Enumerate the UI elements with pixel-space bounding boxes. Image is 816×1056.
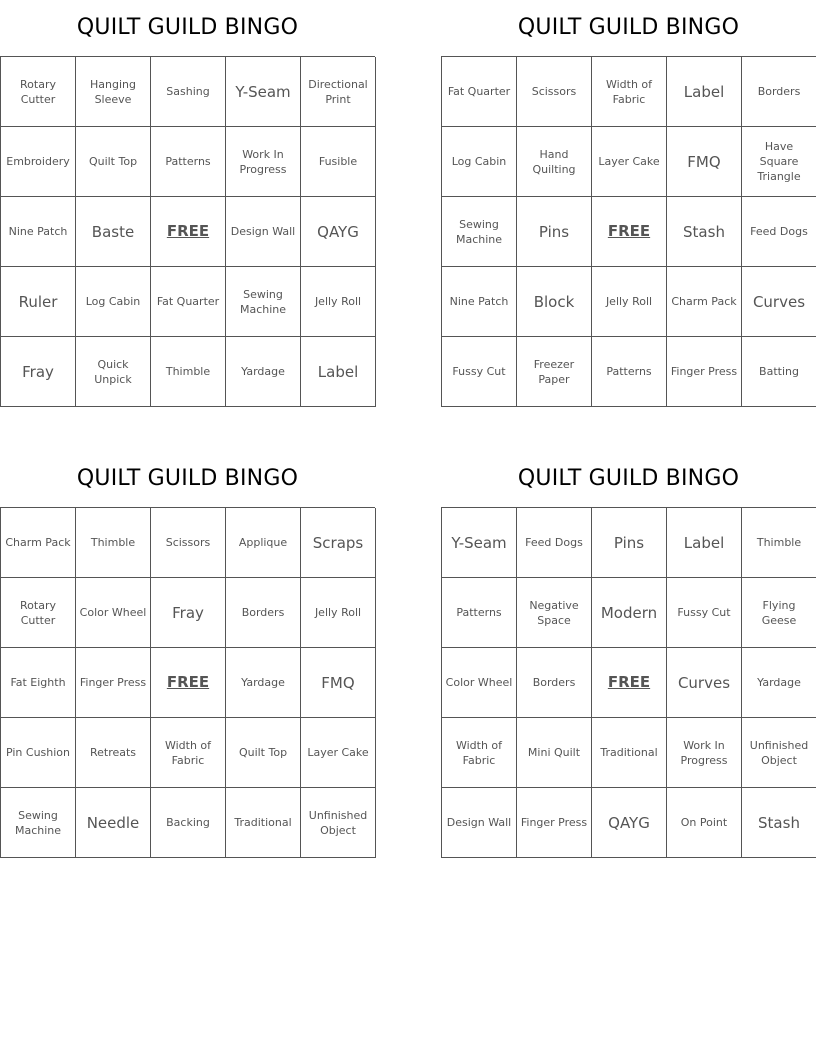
bingo-cell: Patterns [592, 337, 667, 407]
bingo-cell: Patterns [151, 127, 226, 197]
bingo-cell: Negative Space [517, 578, 592, 648]
bingo-cell: Color Wheel [442, 648, 517, 718]
bingo-cell: Pin Cushion [1, 718, 76, 788]
card-title: QUILT GUILD BINGO [76, 15, 299, 40]
bingo-cell: Fat Eighth [1, 648, 76, 718]
bingo-cell: Thimble [76, 508, 151, 578]
bingo-cell: Charm Pack [667, 267, 742, 337]
bingo-grid [441, 507, 816, 858]
bingo-cell: Baste [76, 197, 151, 267]
bingo-cell: Sewing Machine [1, 788, 76, 858]
bingo-cell: Rotary Cutter [1, 578, 76, 648]
bingo-cell: Width of Fabric [592, 57, 667, 127]
bingo-card-4 [441, 451, 816, 858]
bingo-cell: Backing [151, 788, 226, 858]
free-space-cell: FREE [151, 648, 226, 718]
bingo-cell: Fusible [301, 127, 376, 197]
bingo-cell: QAYG [592, 788, 667, 858]
bingo-cell: Needle [76, 788, 151, 858]
bingo-cell: Charm Pack [1, 508, 76, 578]
bingo-cell: Label [301, 337, 376, 407]
bingo-cell: Y-Seam [226, 57, 301, 127]
bingo-cell: Scissors [517, 57, 592, 127]
bingo-cell: Patterns [442, 578, 517, 648]
bingo-cell: Jelly Roll [301, 578, 376, 648]
bingo-cell: Layer Cake [592, 127, 667, 197]
bingo-cell: Fussy Cut [667, 578, 742, 648]
bingo-cell: Pins [592, 508, 667, 578]
bingo-cell: Finger Press [76, 648, 151, 718]
bingo-cell: Unfinished Object [301, 788, 376, 858]
bingo-cell: Stash [742, 788, 816, 858]
bingo-cell: Thimble [742, 508, 816, 578]
bingo-cell: Thimble [151, 337, 226, 407]
card-title: QUILT GUILD BINGO [517, 466, 740, 491]
bingo-cell: Y-Seam [442, 508, 517, 578]
bingo-cell: FMQ [301, 648, 376, 718]
bingo-cell: Label [667, 508, 742, 578]
bingo-cell: Directional Print [301, 57, 376, 127]
bingo-cell: Fat Quarter [151, 267, 226, 337]
bingo-cell: Layer Cake [301, 718, 376, 788]
free-space-cell: FREE [592, 648, 667, 718]
bingo-cell: Sewing Machine [226, 267, 301, 337]
bingo-cell: Curves [667, 648, 742, 718]
bingo-cell: Yardage [226, 648, 301, 718]
bingo-cell: Log Cabin [76, 267, 151, 337]
bingo-cell: Ruler [1, 267, 76, 337]
bingo-cell: Batting [742, 337, 816, 407]
bingo-cell: Feed Dogs [517, 508, 592, 578]
bingo-cell: Finger Press [667, 337, 742, 407]
bingo-cell: Work In Progress [226, 127, 301, 197]
bingo-cell: Quilt Top [76, 127, 151, 197]
bingo-cell: Modern [592, 578, 667, 648]
bingo-cell: Curves [742, 267, 816, 337]
bingo-cell: Hanging Sleeve [76, 57, 151, 127]
bingo-cell: Quick Unpick [76, 337, 151, 407]
bingo-cell: Yardage [742, 648, 816, 718]
bingo-cell: FMQ [667, 127, 742, 197]
bingo-cell: Quilt Top [226, 718, 301, 788]
bingo-cell: Scissors [151, 508, 226, 578]
bingo-cell: Fussy Cut [442, 337, 517, 407]
bingo-cell: Label [667, 57, 742, 127]
bingo-cell: Borders [226, 578, 301, 648]
bingo-grid [441, 56, 816, 407]
bingo-cell: Fray [151, 578, 226, 648]
bingo-cell: Nine Patch [442, 267, 517, 337]
bingo-cell: Width of Fabric [151, 718, 226, 788]
bingo-cell: Traditional [592, 718, 667, 788]
bingo-cell: Finger Press [517, 788, 592, 858]
card-title: QUILT GUILD BINGO [76, 466, 299, 491]
bingo-cell: Sewing Machine [442, 197, 517, 267]
bingo-cell: Yardage [226, 337, 301, 407]
bingo-cell: Jelly Roll [301, 267, 376, 337]
bingo-cell: Log Cabin [442, 127, 517, 197]
bingo-cell: Block [517, 267, 592, 337]
bingo-cell: Width of Fabric [442, 718, 517, 788]
bingo-cell: Unfinished Object [742, 718, 816, 788]
bingo-cell: Embroidery [1, 127, 76, 197]
bingo-grid [0, 56, 375, 407]
bingo-cell: Flying Geese [742, 578, 816, 648]
bingo-cell: Applique [226, 508, 301, 578]
bingo-cell: Color Wheel [76, 578, 151, 648]
bingo-cell: Borders [517, 648, 592, 718]
bingo-cell: Traditional [226, 788, 301, 858]
bingo-cell: Mini Quilt [517, 718, 592, 788]
bingo-grid [0, 507, 375, 858]
bingo-cell: Nine Patch [1, 197, 76, 267]
bingo-cell: Freezer Paper [517, 337, 592, 407]
bingo-card-2 [441, 0, 816, 407]
bingo-cell: Fat Quarter [442, 57, 517, 127]
bingo-cell: Design Wall [226, 197, 301, 267]
bingo-cell: Sashing [151, 57, 226, 127]
bingo-cell: Have Square Triangle [742, 127, 816, 197]
bingo-cell: Stash [667, 197, 742, 267]
card-title: QUILT GUILD BINGO [517, 15, 740, 40]
bingo-cell: Scraps [301, 508, 376, 578]
bingo-cell: Pins [517, 197, 592, 267]
bingo-cell: Rotary Cutter [1, 57, 76, 127]
bingo-cell: Retreats [76, 718, 151, 788]
free-space-cell: FREE [592, 197, 667, 267]
bingo-cell: QAYG [301, 197, 376, 267]
bingo-cell: On Point [667, 788, 742, 858]
bingo-cell: Design Wall [442, 788, 517, 858]
bingo-cell: Fray [1, 337, 76, 407]
bingo-card-1 [0, 0, 375, 407]
bingo-cell: Work In Progress [667, 718, 742, 788]
bingo-cell: Borders [742, 57, 816, 127]
bingo-cell: Hand Quilting [517, 127, 592, 197]
free-space-cell: FREE [151, 197, 226, 267]
bingo-cell: Jelly Roll [592, 267, 667, 337]
bingo-cell: Feed Dogs [742, 197, 816, 267]
bingo-card-3 [0, 451, 375, 858]
